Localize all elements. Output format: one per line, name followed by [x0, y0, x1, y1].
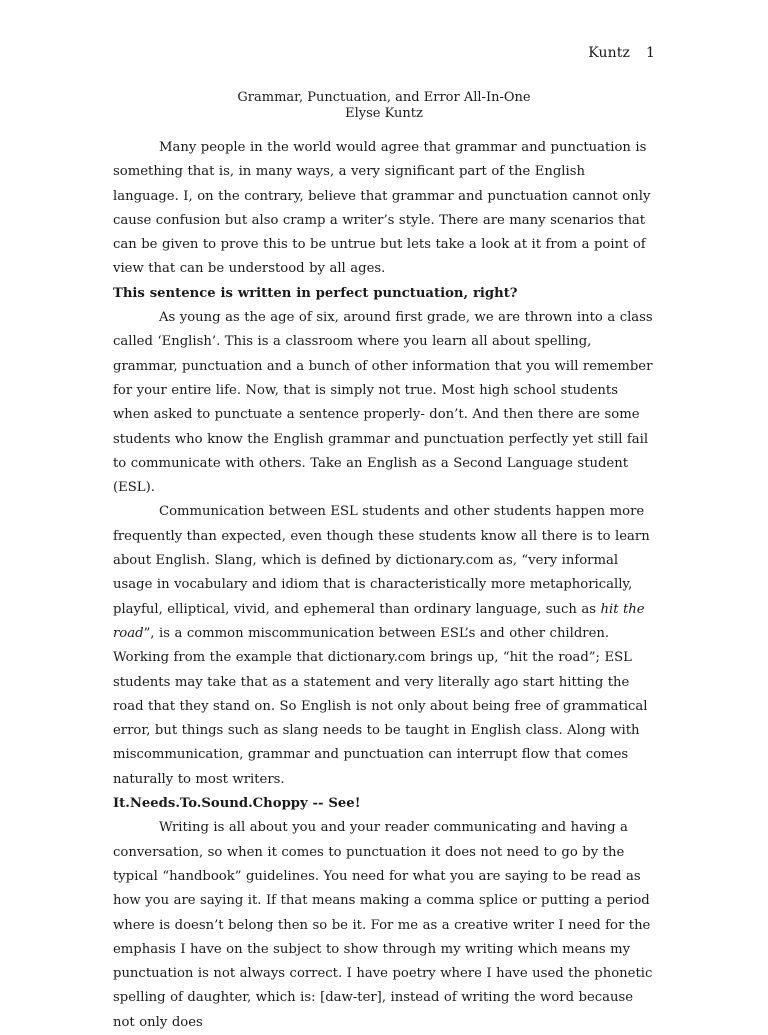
header-author: Kuntz [588, 45, 630, 61]
running-header [588, 45, 655, 61]
paragraph-writing-conversation: Writing is all about you and your reader communicating and having a conversation, so when it comes to punctuation it does not need to go by the typical “handbook” guidelines. You need for what you are saying to be read as how you are saying it. If that means making a comma splice or putting a period where is doesn’t belong then so be it. For me as a creative writer I need for the emphasis I have on the subject to show through my writing which means my punctuation is not always correct. I have poetry where I have used the phonetic spelling of daughter, which is: [daw-ter], instead of writing the word because not only does [113, 820, 653, 1030]
section-heading-punctuation: This sentence is written in perfect punctuation, right? [113, 285, 518, 301]
italic-phrase: hit the road [113, 601, 645, 641]
page-number: 1 [645, 45, 655, 61]
paragraph-intro: Many people in the world would agree that grammar and punctuation is something that is, in many ways, a very significant part of the English language. I, on the contrary, believe that grammar and punctuation cannot only cause confusion but also cramp a writer’s style. There are many scenarios that can be given to prove this to be untrue but lets take a look at it from a point of view that can be understood by all ages. [113, 140, 651, 277]
paragraph-text: ”, is a common miscommunication between ESL’s and other children. Working from the example that dictionary.com brings up, “hit the road”; ESL students may take that as a statement and very literally ago start hitting the road that they stand on. So English is not only about being free of grammatical error, but things such as slang needs to be taught in English class. Along with miscommunication, grammar and punctuation can interrupt flow that comes naturally to most writers. [113, 625, 648, 787]
title-block [0, 90, 768, 122]
paragraph-english-class: As young as the age of six, around first grade, we are thrown into a class called ‘English’. This is a classroom where you learn all about spelling, grammar, punctuation and a bunch of other information that you will remember for your entire life. Now, that is simply not true. Most high school students when asked to punctuate a sentence properly- don’t. And then there are some students who know the English grammar and punctuation perfectly yet still fail to communicate with others. Take an English as a Second Language student (ESL). [113, 310, 653, 496]
paragraph-esl-communication [113, 500, 655, 792]
section-heading-choppy: It.Needs.To.Sound.Choppy -- See! [113, 796, 361, 812]
document-body [113, 136, 655, 1035]
document-author: Elyse Kuntz [345, 106, 423, 121]
document-title: Grammar, Punctuation, and Error All-In-One [237, 90, 531, 105]
paragraph-text: Communication between ESL students and other students happen more frequently than expected, even though these students know all there is to learn about English. Slang, which is defined by dictionary.com as, “very informal usage in vocabulary and idiom that is characteristically more metaphorically, playful, elliptical, vivid, and ephemeral than ordinary language, such as [113, 504, 650, 617]
